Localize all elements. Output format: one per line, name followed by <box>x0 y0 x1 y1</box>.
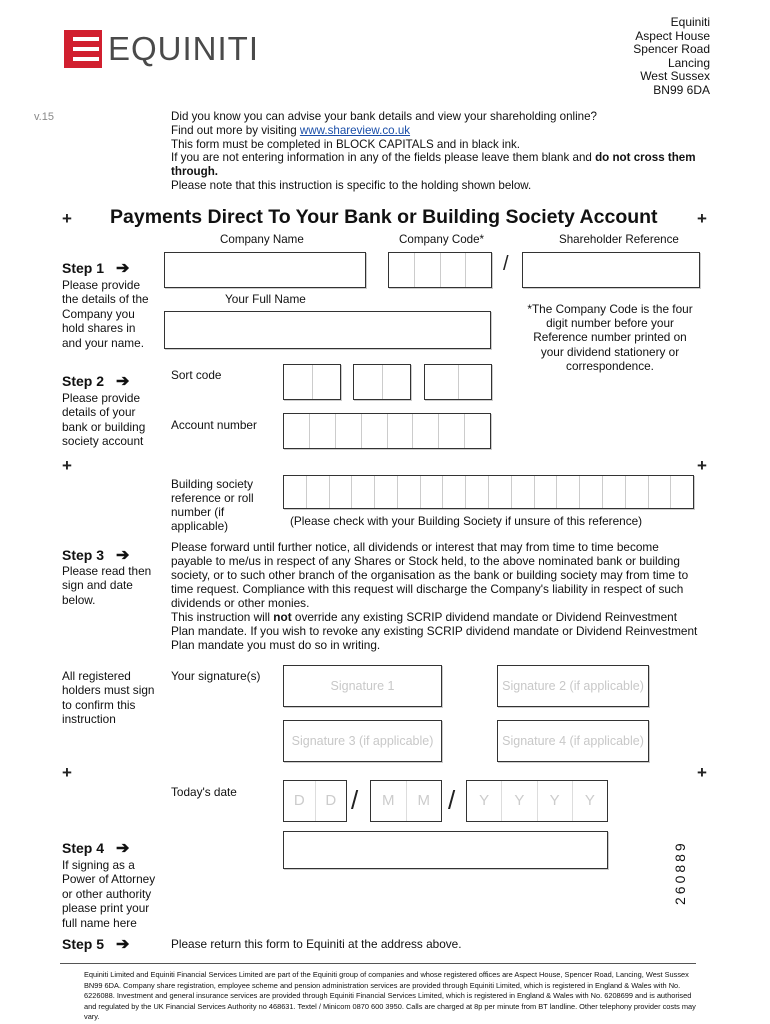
form-title: Payments Direct To Your Bank or Building Society Account <box>110 206 658 228</box>
registration-mark: + <box>62 456 72 475</box>
step-3-title: Step 3 <box>62 547 105 563</box>
address-line: Lancing <box>667 55 710 70</box>
intro-line-text: Find out more by visiting <box>171 123 300 137</box>
step-1-heading <box>62 258 129 278</box>
company-name-field[interactable] <box>164 252 366 288</box>
sort-code-field-3[interactable] <box>424 364 492 400</box>
date-placeholder: D <box>325 792 337 809</box>
step-3-heading <box>62 545 129 565</box>
address-line: West Sussex <box>640 69 710 84</box>
intro-emphasis: do not cross them through. <box>171 151 696 179</box>
footer-divider <box>60 963 696 964</box>
sort-code-field-2[interactable] <box>353 364 411 400</box>
return-instruction: Please return this form to Equiniti at the address above. <box>171 937 462 951</box>
registration-mark: + <box>62 763 72 782</box>
arrow-right-icon: ➔ <box>116 373 130 390</box>
full-name-field[interactable] <box>164 311 491 349</box>
intro-line-text: If you are not entering information in any of the fields please leave them blank and <box>171 151 596 165</box>
building-society-label: Building society reference or roll number (if applicable) <box>171 477 254 533</box>
registration-mark: + <box>62 209 72 228</box>
step-4-heading <box>62 838 129 858</box>
intro-line: Did you know you can advise your bank details and view your shareholding online? <box>171 110 598 123</box>
date-separator: / <box>448 785 456 815</box>
intro-line: Please note that this instruction is specific to the holding shown below. <box>171 178 532 192</box>
registration-mark: + <box>697 209 707 228</box>
authority-full-name-field[interactable] <box>283 831 608 869</box>
address-line: Aspect House <box>635 28 710 43</box>
date-placeholder: Y <box>467 781 502 821</box>
date-placeholder: Y <box>584 792 595 809</box>
step-5-heading <box>62 934 129 954</box>
signature-1-field[interactable]: Signature 1 <box>283 665 442 707</box>
registered-holders-text: All registered holders must sign to confirm this instruction <box>62 669 155 727</box>
intro-text <box>171 110 716 193</box>
return-address <box>633 16 710 98</box>
form-reference-code: 260889 <box>672 840 688 905</box>
mandate-text-part: override any existing SCRIP dividend mandate or Dividend Reinvestment Plan mandate. If you wish to revoke any existing SCRIP dividend mandate or Dividend Reinvestment Plan mandate you must do so in writing. <box>171 610 698 652</box>
date-placeholder: D <box>284 781 316 821</box>
date-label: Today's date <box>171 785 237 799</box>
registration-mark: + <box>697 456 707 475</box>
intro-line <box>171 151 716 179</box>
step-5-title: Step 5 <box>62 936 105 952</box>
intro-line: This form must be completed in BLOCK CAPITALS and in black ink. <box>171 137 521 151</box>
date-placeholder: Y <box>502 781 537 821</box>
step-4-title: Step 4 <box>62 840 105 856</box>
signature-2-field[interactable]: Signature 2 (if applicable) <box>497 665 649 707</box>
sort-code-label: Sort code <box>171 368 222 382</box>
company-code-note: *The Company Code is the four digit number before your Reference number printed on your dividend stationery or correspondence. <box>527 302 693 373</box>
arrow-right-icon: ➔ <box>116 547 130 564</box>
step-2-title: Step 2 <box>62 373 105 389</box>
date-day-field[interactable] <box>283 780 347 822</box>
sort-code-field-1[interactable] <box>283 364 341 400</box>
address-line: BN99 6DA <box>653 82 710 97</box>
address-line: Spencer Road <box>633 42 710 57</box>
code-separator: / <box>503 253 509 275</box>
mandate-text <box>171 540 701 652</box>
mandate-paragraph <box>171 610 701 652</box>
date-placeholder: M <box>371 781 407 821</box>
company-code-field[interactable] <box>388 252 492 288</box>
step-1-title: Step 1 <box>62 260 105 276</box>
address-line: Equiniti <box>670 15 710 29</box>
shareview-link[interactable]: www.shareview.co.uk <box>299 123 411 137</box>
date-month-field[interactable] <box>370 780 442 822</box>
signature-4-field[interactable]: Signature 4 (if applicable) <box>497 720 649 762</box>
step-2-text: Please provide details of your bank or building society account <box>62 391 146 449</box>
date-placeholder: M <box>417 792 430 809</box>
building-society-reference-field[interactable] <box>283 475 694 509</box>
brand-name: EQUINITI <box>108 30 260 67</box>
shareholder-reference-field[interactable] <box>522 252 700 288</box>
account-number-field[interactable] <box>283 413 491 449</box>
step-4-text: If signing as a Power of Attorney or other authority please print your full name here <box>62 858 156 930</box>
mandate-emphasis: not <box>273 610 292 624</box>
company-name-header: Company Name <box>220 233 304 246</box>
date-separator: / <box>351 785 359 815</box>
building-society-note: (Please check with your Building Society if unsure of this reference) <box>290 514 643 528</box>
arrow-right-icon: ➔ <box>116 260 130 277</box>
date-placeholder: Y <box>538 781 573 821</box>
shareholder-reference-header: Shareholder Reference <box>559 233 679 246</box>
step-2-heading <box>62 371 129 391</box>
mandate-text-part: This instruction will <box>171 610 274 624</box>
equiniti-logo <box>64 30 259 68</box>
full-name-label: Your Full Name <box>225 292 306 306</box>
arrow-right-icon: ➔ <box>116 936 130 953</box>
signatures-label: Your signature(s) <box>171 669 261 683</box>
registration-mark: + <box>697 763 707 782</box>
company-code-header: Company Code* <box>399 233 485 246</box>
arrow-right-icon: ➔ <box>116 840 130 857</box>
equiniti-logo-mark <box>64 30 102 68</box>
form-version: v.15 <box>34 111 54 123</box>
legal-footer: Equiniti Limited and Equiniti Financial Services Limited are part of the Equiniti group of companies and whose registered offices are Aspect House, Spencer Road, Lancing, West Sussex BN99 6DA. Company share registration, employee scheme and pension administration services are provided through Equiniti Limited, which is registered in England & Wales with No. 6226088. Investment and general insurance services are provided through Equiniti Financial Services Limited, which is registered in England & Wales with No. 6208699 and is authorised and regulated by the UK Financial Services Authority no 468631. Textel / Minicom 0870 600 3950. Calls are charged at 8p per minute from BT landline. Other telephony provider costs may vary. <box>84 970 696 1021</box>
step-3-text: Please read then sign and date below. <box>62 564 152 607</box>
account-number-label: Account number <box>171 418 257 432</box>
step-1-text: Please provide the details of the Company you hold shares in and your name. <box>62 278 149 350</box>
mandate-paragraph: Please forward until further notice, all dividends or interest that may from time to time become payable to me/us in respect of any Shares or Stock held, to the above nominated bank or building society, or to such other branch of the organisation as the bank or building society may from time to time request. Compliance with this request will discharge the Company's liability in respect of such dividends or other monies. <box>171 540 689 610</box>
date-year-field[interactable] <box>466 780 608 822</box>
intro-line <box>171 124 716 138</box>
signature-3-field[interactable]: Signature 3 (if applicable) <box>283 720 442 762</box>
